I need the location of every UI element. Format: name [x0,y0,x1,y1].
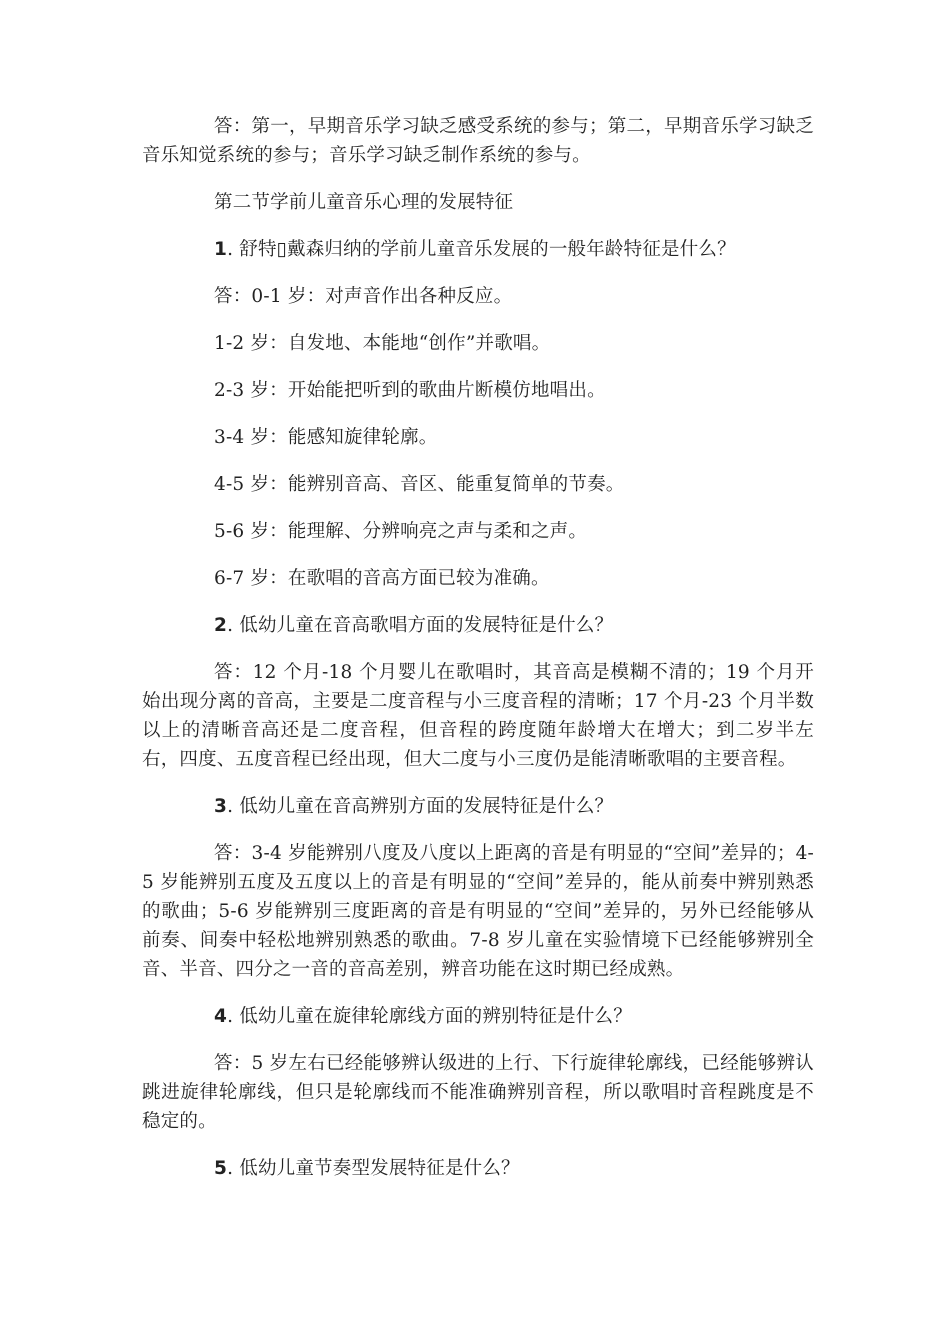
question-2 [142,611,814,640]
question-text: . 舒特▯戴森归纳的学前儿童音乐发展的一般年龄特征是什么？ [227,239,736,260]
age-line: 5-6 岁：能理解、分辨响亮之声与柔和之声。 [214,521,588,542]
question-text: . 低幼儿童在音高辨别方面的发展特征是什么？ [227,796,614,817]
section-heading: 第二节学前儿童音乐心理的发展特征 [214,192,514,213]
question-text: . 低幼儿童在音高歌唱方面的发展特征是什么？ [227,615,614,636]
question-text: . 低幼儿童在旋律轮廓线方面的辨别特征是什么？ [227,1006,632,1027]
question-4 [142,1002,814,1031]
age-line: 4-5 岁：能辨别音高、音区、能重复简单的节奏。 [214,474,625,495]
age-line: 1-2 岁：自发地、本能地“创作”并歌唱。 [214,333,551,354]
question-3 [142,792,814,821]
question-number: 4 [214,1006,228,1027]
question-number: 1 [214,239,228,260]
document-page [142,112,814,1183]
answer-paragraph: 答：12 个月-18 个月婴儿在歌唱时，其音高是模糊不清的；19 个月开始出现分离的音高，主要是二度音程与小三度音程的清晰；17 个月-23 个月半数以上的清晰音高还是二度音程，但音程的跨度随年龄增大在增大；到二岁半左右，四度、五度音程已经出现，但大二度与小三度仍是能清晰歌唱的主要音程。 [142,662,814,770]
answer-paragraph: 答：5 岁左右已经能够辨认级进的上行、下行旋律轮廓线，已经能够辨认跳进旋律轮廓线，但只是轮廓线而不能准确辨别音程，所以歌唱时音程跳度是不稳定的。 [142,1053,814,1132]
question-1 [142,235,814,264]
age-line: 2-3 岁：开始能把听到的歌曲片断模仿地唱出。 [214,380,606,401]
question-text: . 低幼儿童节奏型发展特征是什么？ [227,1158,520,1179]
answer-line: 答：0-1 岁：对声音作出各种反应。 [214,286,513,307]
answer-paragraph: 答：3-4 岁能辨别八度及八度以上距离的音是有明显的“空间”差异的；4-5 岁能辨别五度及五度以上的音是有明显的“空间”差异的，能从前奏中辨别熟悉的歌曲；5-6 岁能辨别三度距离的音是有明显的“空间”差异的，另外已经能够从前奏、间奏中轻松地辨别熟悉的歌曲。7-8 岁儿童在实验情境下已经能够辨别全音、半音、四分之一音的音高差别，辨音功能在这时期已经成熟。 [142,843,814,980]
question-number: 2 [214,615,228,636]
question-number: 3 [214,796,228,817]
answer-paragraph: 答：第一，早期音乐学习缺乏感受系统的参与；第二，早期音乐学习缺乏音乐知觉系统的参与；音乐学习缺乏制作系统的参与。 [142,116,814,166]
question-5 [142,1154,814,1183]
age-line: 3-4 岁：能感知旋律轮廓。 [214,427,438,448]
age-line: 6-7 岁：在歌唱的音高方面已较为准确。 [214,568,550,589]
question-number: 5 [214,1158,228,1179]
